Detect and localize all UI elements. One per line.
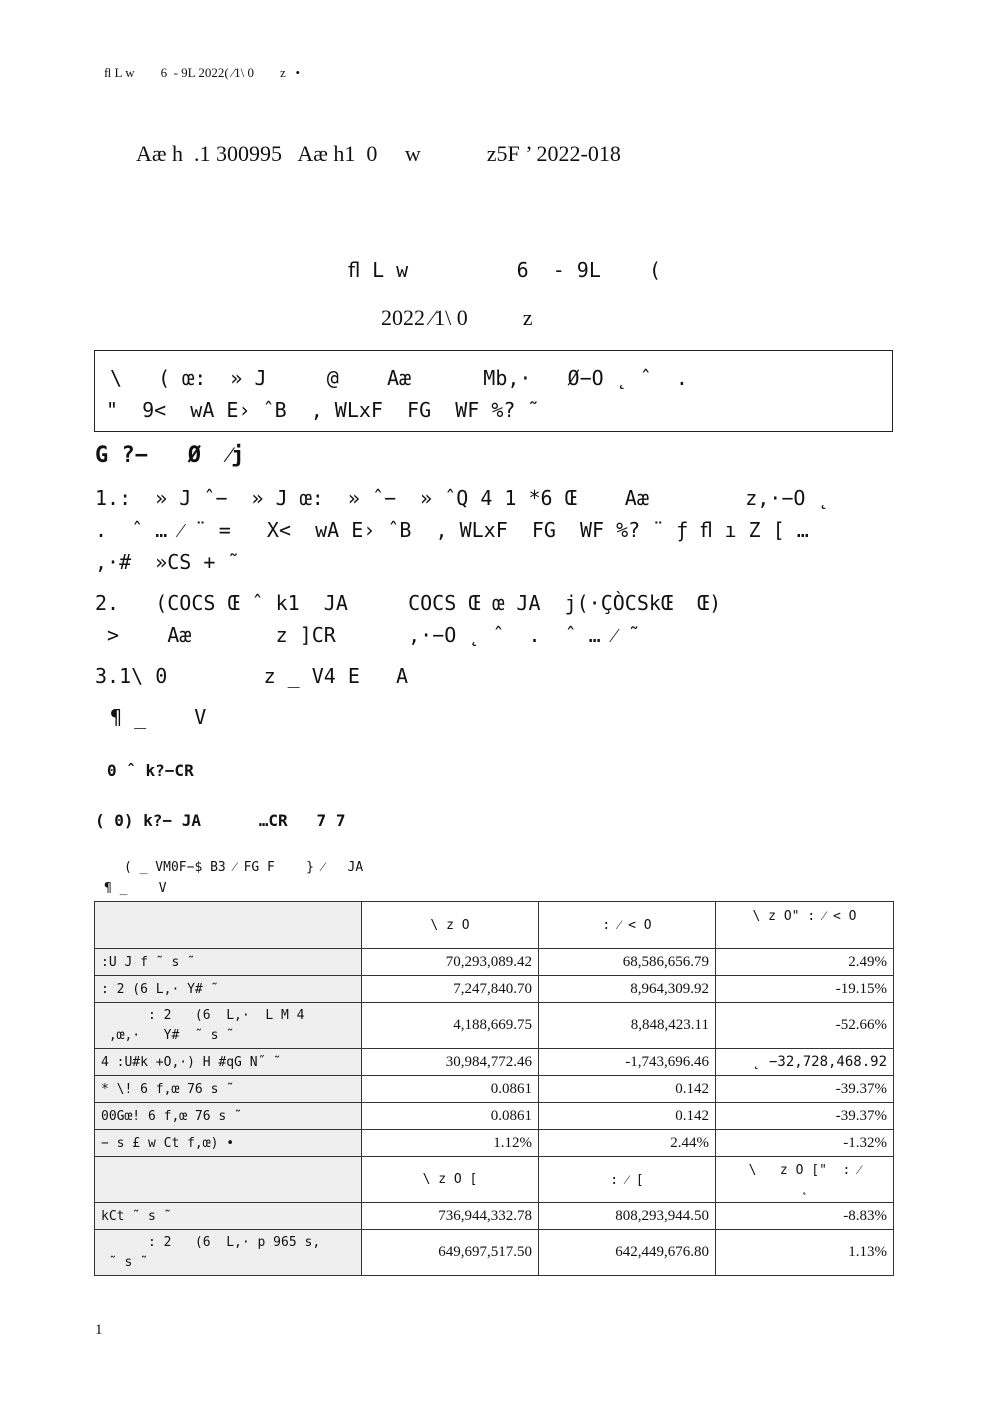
table-row bbox=[95, 1130, 894, 1157]
prior-value: 0.142 bbox=[539, 1076, 716, 1103]
prior-value: -1,743,696.46 bbox=[539, 1049, 716, 1076]
prior-value: 0.142 bbox=[539, 1103, 716, 1130]
change-value: -8.83% bbox=[716, 1203, 894, 1230]
notice-line-1: \ ( œ: » J @ Aæ Mb,· Ø−O ˛ ˆ . bbox=[110, 366, 688, 390]
section-heading: G ?− Ø ⁄j bbox=[95, 443, 245, 468]
paragraph-item-1-cont: ,·# »CS + ˜ bbox=[95, 550, 240, 574]
current-value: 7,247,840.70 bbox=[362, 976, 539, 1003]
table-header-cell bbox=[95, 902, 362, 949]
current-value: 4,188,669.75 bbox=[362, 1003, 539, 1049]
prior-value: 2.44% bbox=[539, 1130, 716, 1157]
prior-value: 8,964,309.92 bbox=[539, 976, 716, 1003]
change-value: -39.37% bbox=[716, 1103, 894, 1130]
current-value: 0.0861 bbox=[362, 1076, 539, 1103]
prior-value: 68,586,656.79 bbox=[539, 949, 716, 976]
row-label: :U J f ˜ s ˜ bbox=[95, 949, 362, 976]
unit-note: ( _ VM0F−$ B3 ⁄ FG F } ⁄ JA bbox=[124, 860, 364, 875]
paragraph-item-3: 3.1\ 0 z _ V4 E A bbox=[95, 664, 409, 688]
table-header-row bbox=[95, 902, 894, 949]
change-value: 2.49% bbox=[716, 949, 894, 976]
table-row bbox=[95, 1049, 894, 1076]
table-row bbox=[95, 976, 894, 1003]
current-value: 0.0861 bbox=[362, 1103, 539, 1130]
financial-data-table bbox=[94, 901, 894, 1276]
table-header-cell: : ⁄ < O bbox=[539, 902, 716, 949]
paragraph-item-2-cont: > Aæ z ]CR ,·−O ˛ ˆ . ˆ … ⁄ ˜ bbox=[95, 623, 641, 647]
table-header-cell: : ⁄ [ bbox=[539, 1157, 716, 1203]
change-value: 1.13% bbox=[716, 1230, 894, 1276]
paragraph-item-1-cont: . ˆ … ⁄ ¨ = X< wA E› ˆB , WLxF FG WF %? ¨ ƒ ﬂ ı Z [ … bbox=[95, 518, 809, 542]
table-row bbox=[95, 1076, 894, 1103]
document-title-line-1: ﬂ L w 6 - 9L ( bbox=[348, 258, 662, 282]
table-header-cell: \ z O bbox=[362, 902, 539, 949]
row-label: : 2 (6 L,· p 965 s, ˜ s ˜ bbox=[95, 1230, 362, 1276]
change-value: -39.37% bbox=[716, 1076, 894, 1103]
stock-code-line: Aæ h .1 300995 Aæ h1 0 w z5F ’ 2022-018 bbox=[136, 141, 621, 166]
change-value: -19.15% bbox=[716, 976, 894, 1003]
subsection-heading: ( 0) k?− JA …CR 7 7 bbox=[95, 811, 346, 830]
table-row bbox=[95, 1003, 894, 1049]
row-label: 00Gœ! 6 f,œ 76 s ˜ bbox=[95, 1103, 362, 1130]
table-header-row bbox=[95, 1157, 894, 1203]
table-row bbox=[95, 1203, 894, 1230]
row-label: 4 :U#k +O,·) H #qG N˝ ˜ bbox=[95, 1049, 362, 1076]
change-value: -52.66% bbox=[716, 1003, 894, 1049]
table-row bbox=[95, 1230, 894, 1276]
table-header-cell: \ z O" : ⁄ < O bbox=[716, 902, 894, 949]
table-row bbox=[95, 1103, 894, 1130]
change-value: ˛ −32,728,468.92 bbox=[716, 1049, 894, 1076]
paragraph-item-3-cont: ¶ _ V bbox=[110, 705, 207, 729]
row-label: kCt ˜ s ˜ bbox=[95, 1203, 362, 1230]
table-header-cell: \ z O [" : ⁄ ˛ bbox=[716, 1157, 894, 1203]
table-header-cell bbox=[95, 1157, 362, 1203]
prior-value: 808,293,944.50 bbox=[539, 1203, 716, 1230]
current-value: 649,697,517.50 bbox=[362, 1230, 539, 1276]
section-heading-2: 0 ˆ k?−CR bbox=[107, 761, 194, 780]
paragraph-item-1: 1.: » J ˆ− » J œ: » ˆ− » ˆQ 4 1 *6 Œ Aæ z,·−O ˛ bbox=[95, 486, 830, 510]
row-label: * \! 6 f,œ 76 s ˜ bbox=[95, 1076, 362, 1103]
row-label: − s £ w Ct f,œ) • bbox=[95, 1130, 362, 1157]
row-label: : 2 (6 L,· L M 4 ,œ,· Y# ˜ s ˜ bbox=[95, 1003, 362, 1049]
current-value: 30,984,772.46 bbox=[362, 1049, 539, 1076]
table-row bbox=[95, 949, 894, 976]
running-header: ﬂ L w 6 - 9L 2022( ⁄1\ 0 z • bbox=[104, 65, 301, 80]
prior-value: 642,449,676.80 bbox=[539, 1230, 716, 1276]
current-value: 736,944,332.78 bbox=[362, 1203, 539, 1230]
change-value: -1.32% bbox=[716, 1130, 894, 1157]
row-label: : 2 (6 L,· Y# ˜ bbox=[95, 976, 362, 1003]
table-header-cell: \ z O [ bbox=[362, 1157, 539, 1203]
prior-value: 8,848,423.11 bbox=[539, 1003, 716, 1049]
notice-line-2: " 9< wA E› ˆB , WLxF FG WF %? ˜ bbox=[106, 398, 540, 422]
paragraph-item-2: 2. (COCS Œ ˆ k1 JA COCS Œ œ JA j(·ÇÒCSkŒ Œ) bbox=[95, 591, 722, 615]
current-value: 70,293,089.42 bbox=[362, 949, 539, 976]
document-title-line-2: 2022 ⁄1\ 0 z bbox=[381, 305, 533, 330]
unit-note-2: ¶ _ V bbox=[104, 881, 167, 896]
current-value: 1.12% bbox=[362, 1130, 539, 1157]
page-number: 1 bbox=[95, 1322, 103, 1338]
